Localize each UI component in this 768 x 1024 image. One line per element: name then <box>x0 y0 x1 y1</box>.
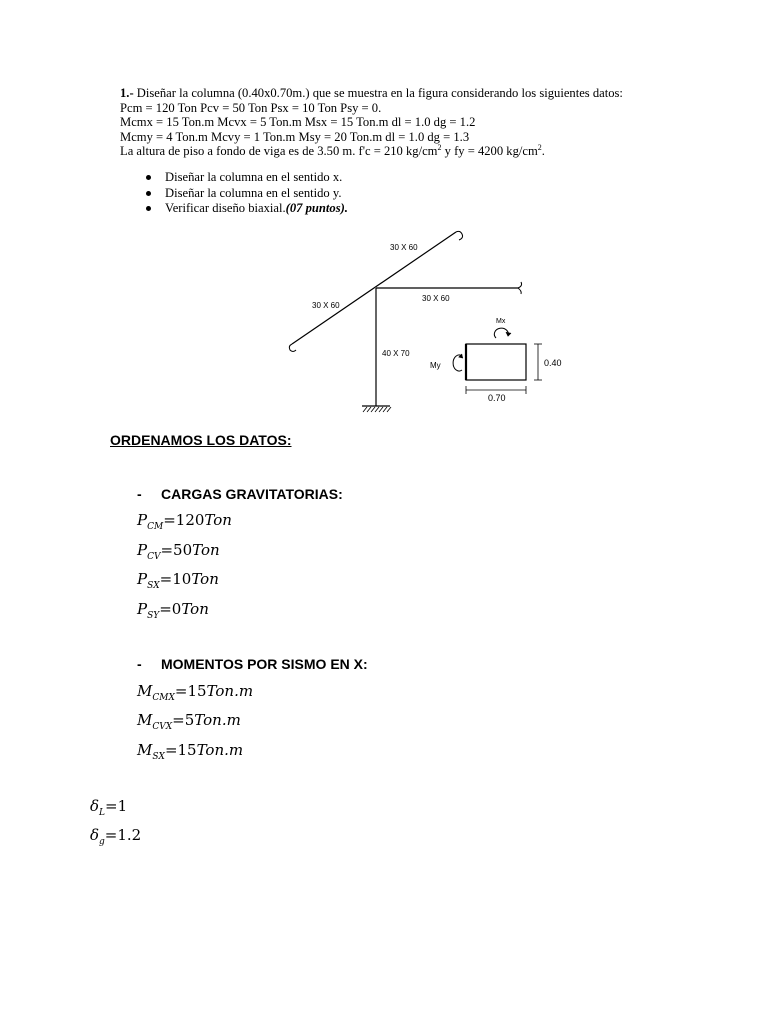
eq-variable: P <box>137 600 148 618</box>
task-points: (07 puntos). <box>285 201 348 215</box>
problem-line-5-b: y fy = 4200 kg/cm <box>441 144 538 159</box>
eq-unit: Ton.m <box>206 682 254 700</box>
arrow-head-icon <box>506 332 511 336</box>
task-list <box>146 170 348 217</box>
section-title <box>137 656 368 672</box>
problem-line-5-a: La altura de piso a fondo de viga es de 3.50 m. f'c = 210 kg/cm <box>120 144 438 159</box>
dash: - <box>137 656 142 672</box>
eq-unit: Ton.m <box>194 711 241 729</box>
eq-value: =1.2 <box>104 826 142 844</box>
column-label: 40 X 70 <box>382 349 410 358</box>
eq-subscript: CV <box>147 552 161 562</box>
problem-line-5-c: . <box>541 144 545 159</box>
eq-subscript: L <box>99 808 106 818</box>
eq-unit: Ton.m <box>196 741 244 759</box>
beam-break-icon <box>289 344 296 352</box>
beam-left-label: 30 X 60 <box>312 301 340 310</box>
eq-unit: Ton <box>181 600 209 618</box>
problem-line-4: Mcmy = 4 Ton.m Mcvy = 1 Ton.m Msy = 20 Ton.m dl = 1.0 dg = 1.3 <box>120 129 470 144</box>
exponent: 2 <box>537 143 542 153</box>
section-rectangle <box>466 344 526 380</box>
eq-variable: P <box>137 570 148 588</box>
bullet-icon <box>146 175 151 180</box>
eq-subscript: SY <box>147 611 160 621</box>
eq-unit: Ton <box>191 570 219 588</box>
problem-line-2: Pcm = 120 Ton Pcv = 50 Ton Psx = 10 Ton Psy = 0. <box>120 100 382 115</box>
bullet-icon <box>146 191 151 196</box>
equation <box>137 570 219 591</box>
problem-statement <box>120 86 623 159</box>
eq-variable: δ <box>90 797 100 815</box>
exponent: 2 <box>437 143 442 153</box>
task-text: Verificar diseño biaxial. <box>165 201 286 215</box>
dim-height-label: 0.40 <box>544 358 562 368</box>
equation <box>137 600 209 621</box>
eq-value: =15 <box>164 741 197 759</box>
eq-value: =5 <box>172 711 195 729</box>
problem-line-3: Mcmx = 15 Ton.m Mcvx = 5 Ton.m Msx = 15 Ton.m dl = 1.0 dg = 1.2 <box>120 115 476 130</box>
eq-value: =120 <box>163 511 205 529</box>
equation <box>137 682 254 703</box>
eq-value: =10 <box>159 570 192 588</box>
eq-subscript: CM <box>147 522 164 532</box>
eq-subscript: SX <box>147 581 160 591</box>
equation <box>137 511 232 532</box>
eq-subscript: SX <box>152 752 165 762</box>
problem-line-1 <box>120 86 623 101</box>
dim-width-label: 0.70 <box>488 393 506 403</box>
eq-subscript: CMX <box>152 693 175 703</box>
task-item <box>146 170 348 186</box>
problem-text: Diseñar la columna (0.40x0.70m.) que se muestra en la figura considerando los siguientes datos: <box>133 86 623 100</box>
eq-variable: M <box>137 711 153 729</box>
problem-line-5 <box>120 144 623 159</box>
equation <box>137 741 244 762</box>
beam-top-label: 30 X 60 <box>390 243 418 252</box>
structure-figure <box>280 226 580 426</box>
eq-variable: δ <box>90 826 100 844</box>
eq-value: =50 <box>160 541 193 559</box>
beam-break-icon <box>518 282 522 294</box>
eq-value: =15 <box>174 682 207 700</box>
equation <box>137 541 220 562</box>
section-title-text: MOMENTOS POR SISMO EN X: <box>161 656 368 672</box>
eq-subscript: CVX <box>152 722 173 732</box>
eq-subscript: g <box>99 837 105 847</box>
eq-variable: P <box>137 511 148 529</box>
my-label: My <box>430 361 441 370</box>
section-heading: ORDENAMOS LOS DATOS: <box>110 432 292 448</box>
section-title-text: CARGAS GRAVITATORIAS: <box>161 486 343 502</box>
eq-variable: P <box>137 541 148 559</box>
factor-equation <box>90 797 128 818</box>
eq-unit: Ton <box>192 541 220 559</box>
beam-right-label: 30 X 60 <box>422 294 450 303</box>
task-text: Diseñar la columna en el sentido y. <box>165 185 342 200</box>
bullet-icon <box>146 206 151 211</box>
eq-unit: Ton <box>204 511 232 529</box>
task-item <box>146 186 348 202</box>
section-title <box>137 486 343 502</box>
eq-value: =0 <box>159 600 182 618</box>
mx-label: Mx <box>496 318 506 325</box>
eq-variable: M <box>137 682 153 700</box>
eq-value: =1 <box>105 797 128 815</box>
beam-break-icon <box>456 231 463 240</box>
equation <box>137 711 241 732</box>
task-text: Diseñar la columna en el sentido x. <box>165 170 343 184</box>
dash: - <box>137 486 142 502</box>
problem-number: 1.- <box>120 86 134 100</box>
factor-equation <box>90 826 142 847</box>
support-hatch-icon <box>363 407 391 412</box>
task-item <box>146 201 348 217</box>
eq-variable: M <box>137 741 153 759</box>
